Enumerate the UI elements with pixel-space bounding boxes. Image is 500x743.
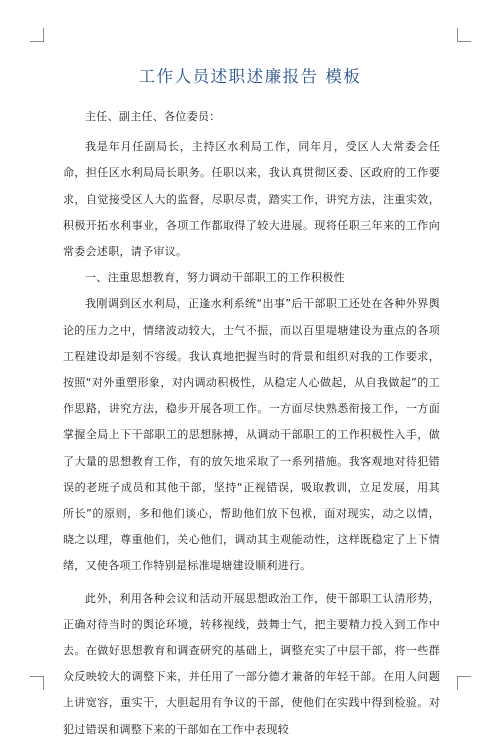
body-paragraph: 此外，利用各种会议和活动开展思想政治工作，使干部职工认清形势，正确对待当时的舆论环境，转移视线，鼓舞士气，把主要精力投入到工作中去。在做好思想教育和调查研究的基础上，调整充实了中层干部，将一些群众反映较大的调整下来，并任用了一部分德才兼备的年轻干部。在用人问题上讲宽容，重实干，大胆起用有争议的干部，使他们在实践中得到检验。对犯过错误和调整下来的干部如在工作中表现较 (63, 591, 440, 736)
body-paragraph: 我是年月任副局长，主持区水利局工作，同年月，受区人大常委会任命，担任区水利局局长职务。任职以来，我认真贯彻区委、区政府的工作要求，自觉接受区人大的监督，尽职尽责，踏实工作，讲究方法，注重实效，积极开拓水利事业，各项工作都取得了较大进展。现将任职三年来的工作向常委会述职，请予审议。 (63, 140, 440, 259)
body-paragraph: 我刚调到区水利局，正逢水利系统“出事”后干部职工还处在各种外界舆论的压力之中，情绪波动较大，士气不振，而以百里堤塘建设为重点的各项工程建设却是刻不容缓。我认真地把握当时的背景和组织对我的工作要求，按照“对外重塑形象，对内调动积极性，从稳定人心做起，从自我做起”的工作思路，讲究方法，稳步开展各项工作。一方面尽快熟悉衔接工作，一方面掌握全局上下干部职工的思想脉搏，从调动干部职工的工作积极性入手，做了大量的思想教育工作，有的放矢地采取了一系列措施。我客观地对待犯错误的老班子成员和其他干部，坚持“正视错误，吸取教训，立足发展，用其所长”的原则，多和他们谈心，帮助他们放下包袱，面对现实，动之以情，晓之以理，尊重他们，关心他们，调动其主观能动性，这样既稳定了上下情绪，又使各项工作特别是标准堤塘建设顺利进行。 (63, 297, 440, 573)
salutation-paragraph: 主任、副主任、各位委员： (85, 110, 221, 123)
section-heading: 一、注重思想教育，努力调动干部职工的工作积极性 (85, 271, 345, 285)
document-body (63, 104, 440, 743)
crop-mark-top-right (457, 28, 471, 42)
page-title: 工作人员述职述廉报告 模板 (138, 67, 362, 86)
crop-mark-top-left (30, 28, 44, 42)
crop-mark-bottom-left (30, 676, 44, 690)
crop-mark-bottom-right (457, 676, 471, 690)
